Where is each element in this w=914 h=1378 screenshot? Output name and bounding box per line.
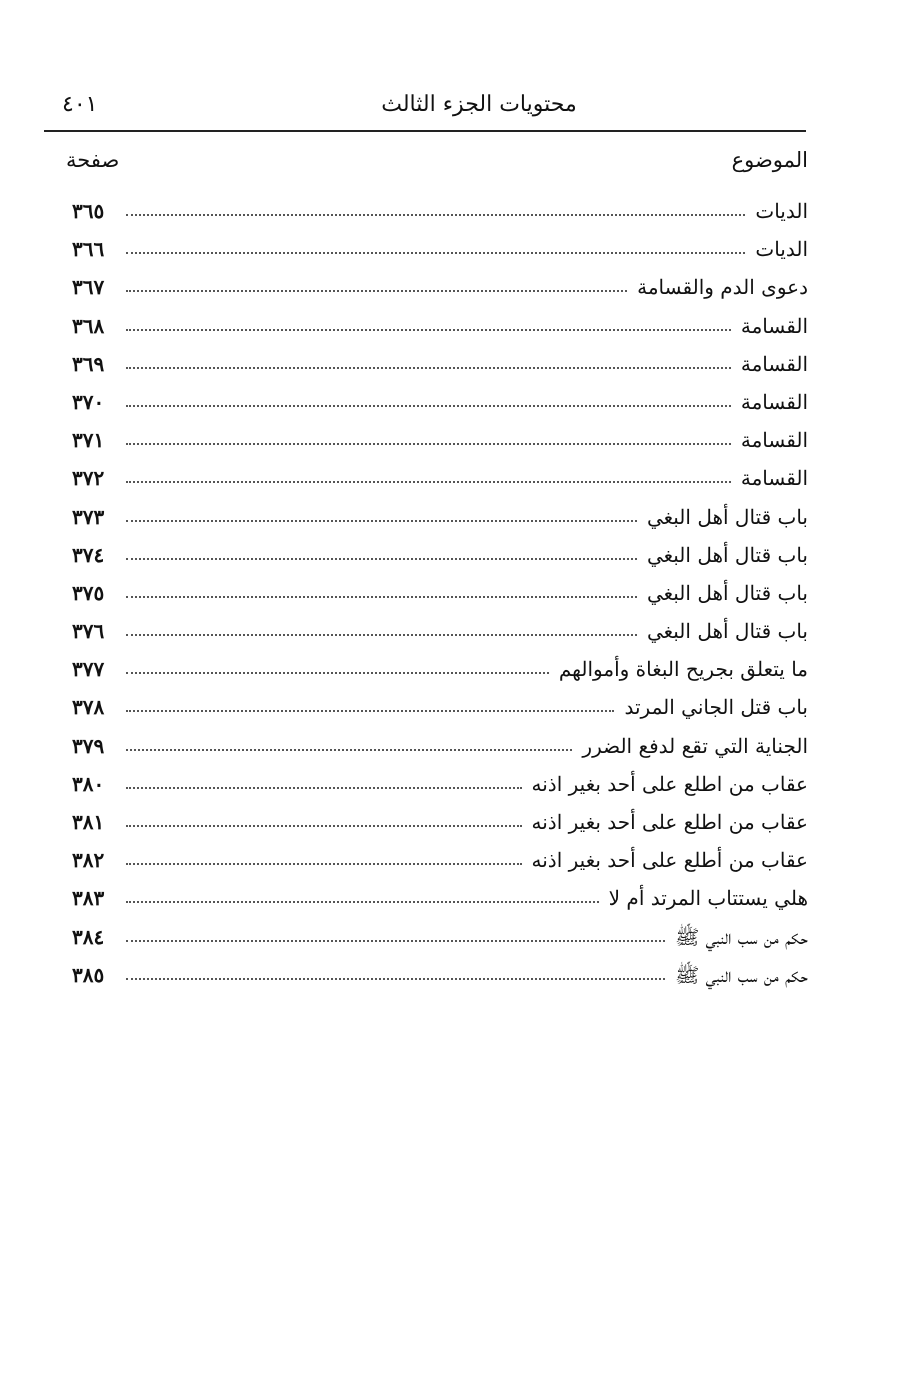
dot-leader — [126, 855, 522, 865]
toc-entry — [72, 498, 808, 536]
toc-entry-page: ٣٨٢ — [72, 848, 105, 873]
toc-entry-page: ٣٧٢ — [72, 466, 105, 491]
toc-entry-topic: عقاب من أطلع على أحد بغير اذنه — [531, 848, 808, 873]
toc-entry-topic: الديات — [755, 199, 808, 223]
toc-entry — [72, 268, 808, 306]
dot-leader — [126, 588, 637, 598]
toc-entry-topic: الديات — [755, 237, 808, 262]
toc-entry-page: ٣٨٠ — [72, 771, 105, 796]
toc-entry — [72, 841, 808, 879]
dot-leader — [126, 359, 731, 369]
toc-entry-page: ٣٧٥ — [72, 580, 105, 605]
dot-leader — [126, 397, 731, 407]
toc-entry-topic: ما يتعلق بجريح البغاة وأموالهم — [558, 657, 808, 682]
toc-entry-page: ٣٧٩ — [72, 733, 105, 758]
dot-leader — [126, 626, 637, 636]
toc-entry — [72, 345, 808, 383]
dot-leader — [126, 970, 665, 980]
toc-entry — [72, 650, 808, 688]
toc-entry-page: ٣٦٦ — [72, 237, 105, 262]
toc-entry-page: ٣٧٣ — [72, 504, 105, 529]
toc-entry-topic: باب قتال أهل البغي — [646, 542, 808, 567]
toc-entry-topic: القسامة — [740, 313, 808, 338]
dot-leader — [126, 435, 731, 445]
toc-entry — [72, 612, 808, 650]
dot-leader — [126, 206, 745, 216]
dot-leader — [126, 932, 665, 942]
toc-entry-page: ٣٨٥ — [72, 962, 105, 987]
toc-entry — [72, 383, 808, 421]
dot-leader — [126, 702, 614, 712]
toc-entry-page: ٣٧٧ — [72, 657, 105, 682]
toc-entry-page: ٣٨١ — [72, 810, 105, 834]
toc-entry-topic: باب قتل الجاني المرتد — [624, 695, 808, 720]
toc-entry — [72, 307, 808, 345]
toc-entry-topic: حكم من سب النبي ﷺ — [675, 924, 808, 949]
toc-entry — [72, 918, 808, 956]
toc-entry-page: ٣٧٨ — [72, 695, 105, 720]
toc-entry — [72, 536, 808, 574]
toc-entry — [72, 421, 808, 459]
dot-leader — [126, 893, 599, 903]
toc-entry-page: ٣٧٠ — [72, 389, 105, 414]
toc-entry-topic: القسامة — [740, 351, 808, 376]
toc-entry-topic: الجناية التي تقع لدفع الضرر — [582, 733, 808, 758]
toc-entry-page: ٣٦٩ — [72, 351, 105, 376]
toc-entry-topic: باب قتال أهل البغي — [646, 580, 808, 605]
toc-entry-topic: القسامة — [740, 466, 808, 491]
toc-entry — [72, 765, 808, 803]
dot-leader — [126, 779, 522, 789]
toc-entry — [72, 956, 808, 994]
dot-leader — [126, 321, 731, 331]
toc-entry — [72, 879, 808, 917]
toc-entry-page: ٣٨٤ — [72, 924, 105, 949]
toc-entry-topic: هلي يستتاب المرتد أم لا — [608, 886, 808, 911]
toc-entry-topic: حكم من سب النبي ﷺ — [675, 962, 808, 987]
header-rule — [44, 130, 806, 132]
toc-entry-topic: باب قتال أهل البغي — [646, 619, 808, 644]
dot-leader — [126, 282, 627, 292]
dot-leader — [126, 550, 637, 560]
toc-entry-page: ٣٦٥ — [72, 199, 105, 223]
dot-leader — [126, 817, 522, 827]
toc-entry-page: ٣٧٤ — [72, 542, 105, 567]
dot-leader — [126, 741, 572, 751]
topic-column-header: الموضوع — [731, 148, 808, 172]
dot-leader — [126, 244, 745, 254]
toc-entry-page: ٣٦٧ — [72, 275, 105, 300]
toc-entry — [72, 688, 808, 726]
toc-entry-page: ٣٧١ — [72, 428, 105, 453]
page-number: ٤٠١ — [62, 92, 98, 117]
toc-entry-topic: دعوى الدم والقسامة — [637, 275, 808, 300]
toc-entry-topic: عقاب من اطلع على أحد بغير اذنه — [531, 810, 808, 834]
toc-entry-topic: القسامة — [740, 389, 808, 414]
toc-entry-page: ٣٦٨ — [72, 313, 105, 338]
table-of-contents — [72, 192, 808, 994]
toc-entry — [72, 574, 808, 612]
toc-entry-topic: القسامة — [740, 428, 808, 453]
running-title: محتويات الجزء الثالث — [381, 92, 577, 117]
toc-entry — [72, 230, 808, 268]
toc-entry-page: ٣٧٦ — [72, 619, 105, 644]
toc-entry-topic: باب قتال أهل البغي — [646, 504, 808, 529]
toc-entry-topic: عقاب من اطلع على أحد بغير اذنه — [531, 771, 808, 796]
toc-entry — [72, 803, 808, 841]
dot-leader — [126, 473, 731, 483]
toc-entry-page: ٣٨٣ — [72, 886, 105, 911]
running-header — [44, 86, 806, 126]
toc-entry — [72, 727, 808, 765]
toc-entry — [72, 459, 808, 497]
dot-leader — [126, 512, 637, 522]
page-column-header: صفحة — [66, 148, 120, 172]
dot-leader — [126, 664, 549, 674]
toc-entry — [72, 192, 808, 230]
